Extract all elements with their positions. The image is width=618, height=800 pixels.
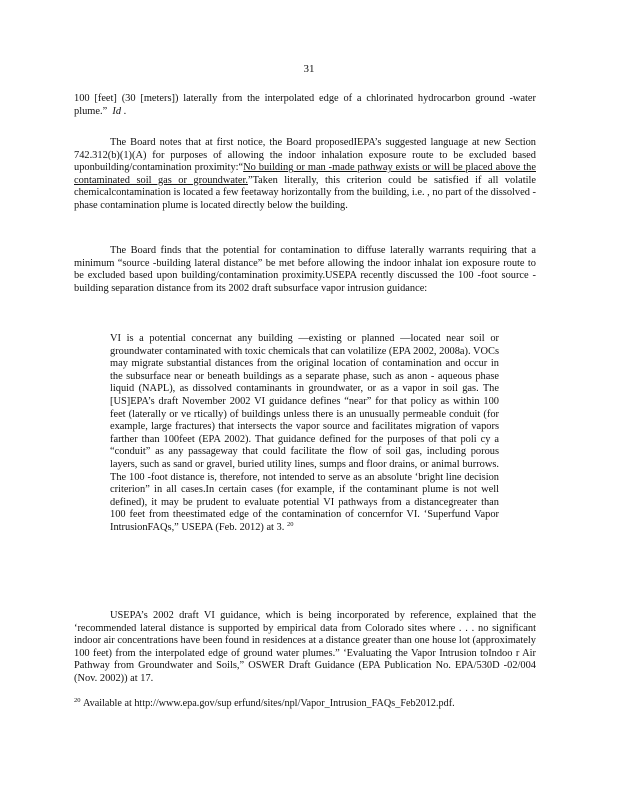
continued-text: 100 [feet] (30 [meters]) laterally from the interpolated edge of a chlorinated hydrocarbon ground -water plume.” [74, 93, 536, 117]
paragraph-board-notes-lead: The Board notes that at first notice, the Board proposedIEPA’s suggested language at new Section 742.312(b)(1)(A) for purposes of allowing the indoor inhalation exposure route to be excluded based uponbuilding/contamination proximity:“ [74, 137, 536, 174]
footnote-reference: 20 [286, 520, 294, 528]
block-quote [110, 333, 499, 535]
page-number: 31 [303, 63, 315, 75]
paragraph-board-finds: The Board finds that the potential for contamination to diffuse laterally warrants requiring that a minimum “source -building lateral distance” be met before allowing the indoor inhalat ion exposure route to be excluded based upon building/contamination proximity.USEPA recently discussed the 100 -foot source -building separation distance from its 2002 draft subsurface vapor intrusion guidance: [74, 245, 536, 294]
footnote-number: 20 [74, 697, 81, 704]
continued-paragraph: 100 [feet] (30 [meters]) laterally from the interpolated edge of a chlorinated hydrocarbon ground -water plume.” Id . [74, 93, 536, 117]
paragraph-board-notes-tail: ”Taken literally, this criterion could be satisfied if all volatile chemicalcontamination is located a few feetaway horizontally from the building, i.e. , no part of the dissolved -phase contamination plume is located directly below the building. [74, 174, 536, 211]
paragraph-usepa-guidance: USEPA’s 2002 draft VI guidance, which is being incorporated by reference, explained that the ‘recommended lateral distance is supported by empirical data from Colorado sites where . . . no significant indoor air concentrations have been found in residences at a distance greater than one house lot (approximately 100 feet) from the interpolated edge of ground water plumes.” ‘Evaluating the Vapor Intrusion toIndoo r Air Pathway from Groundwater and Soils,” OSWER Draft Guidance (EPA Publication No. EPA/530D -02/004 (Nov. 2002)) at 17. [74, 610, 536, 684]
proposed-language-underlined: No building or man -made pathway exists or will be placed above the contaminated soil gas or groundwater. [74, 162, 536, 186]
footnote-text: Available at http://www.epa.gov/sup erfund/sites/npl/Vapor_Intrusion_FAQs_Feb2012.pdf. [83, 698, 455, 709]
paragraph-board-notes [74, 137, 536, 213]
block-quote-text: VI is a potential concernat any building —existing or planned —located near soil or groundwater contaminated with toxic chemicals that can volatilize (EPA 2002, 2008a). VOCs may migrate substantial distances from the original location of contamination and occur in the subsurface near or beneath buildings as a separate phase, such as anon - aqueous phase liquid (NAPL), as dissolved contaminants in groundwater, or as a vapor in soil gas. The [US]EPA’s draft November 2002 VI guidance defines “near” for that policy as within 100 feet (laterally or ve rtically) of buildings unless there is an unusually permeable conduit (for example, large fractures) that intersects the vapor source and facilitates migration of vapors farther than 100feet (EPA 2002). That guidance defined for the purposes of that poli cy a “conduit” as any passageway that could facilitate the flow of soil gas, including porous layers, such as sand or gravel, buried utility lines, sumps and floor drains, or animal burrows. The 100 -foot distance is, therefore, not intended to serve as an absolute ‘bright line decision criterion” in all cases.In certain cases (for example, if the contaminant plume is not well defined), it may be prudent to evaluate potential VI pathways from a distancegreater than 100 feet from theestimated edge of the contamination of concernfor VI. ‘Superfund Vapor IntrusionFAQs,” USEPA (Feb. 2012) at 3. [110, 333, 499, 533]
footnote [74, 698, 544, 711]
id-citation: Id [112, 105, 122, 117]
footnote-divider [74, 690, 214, 691]
